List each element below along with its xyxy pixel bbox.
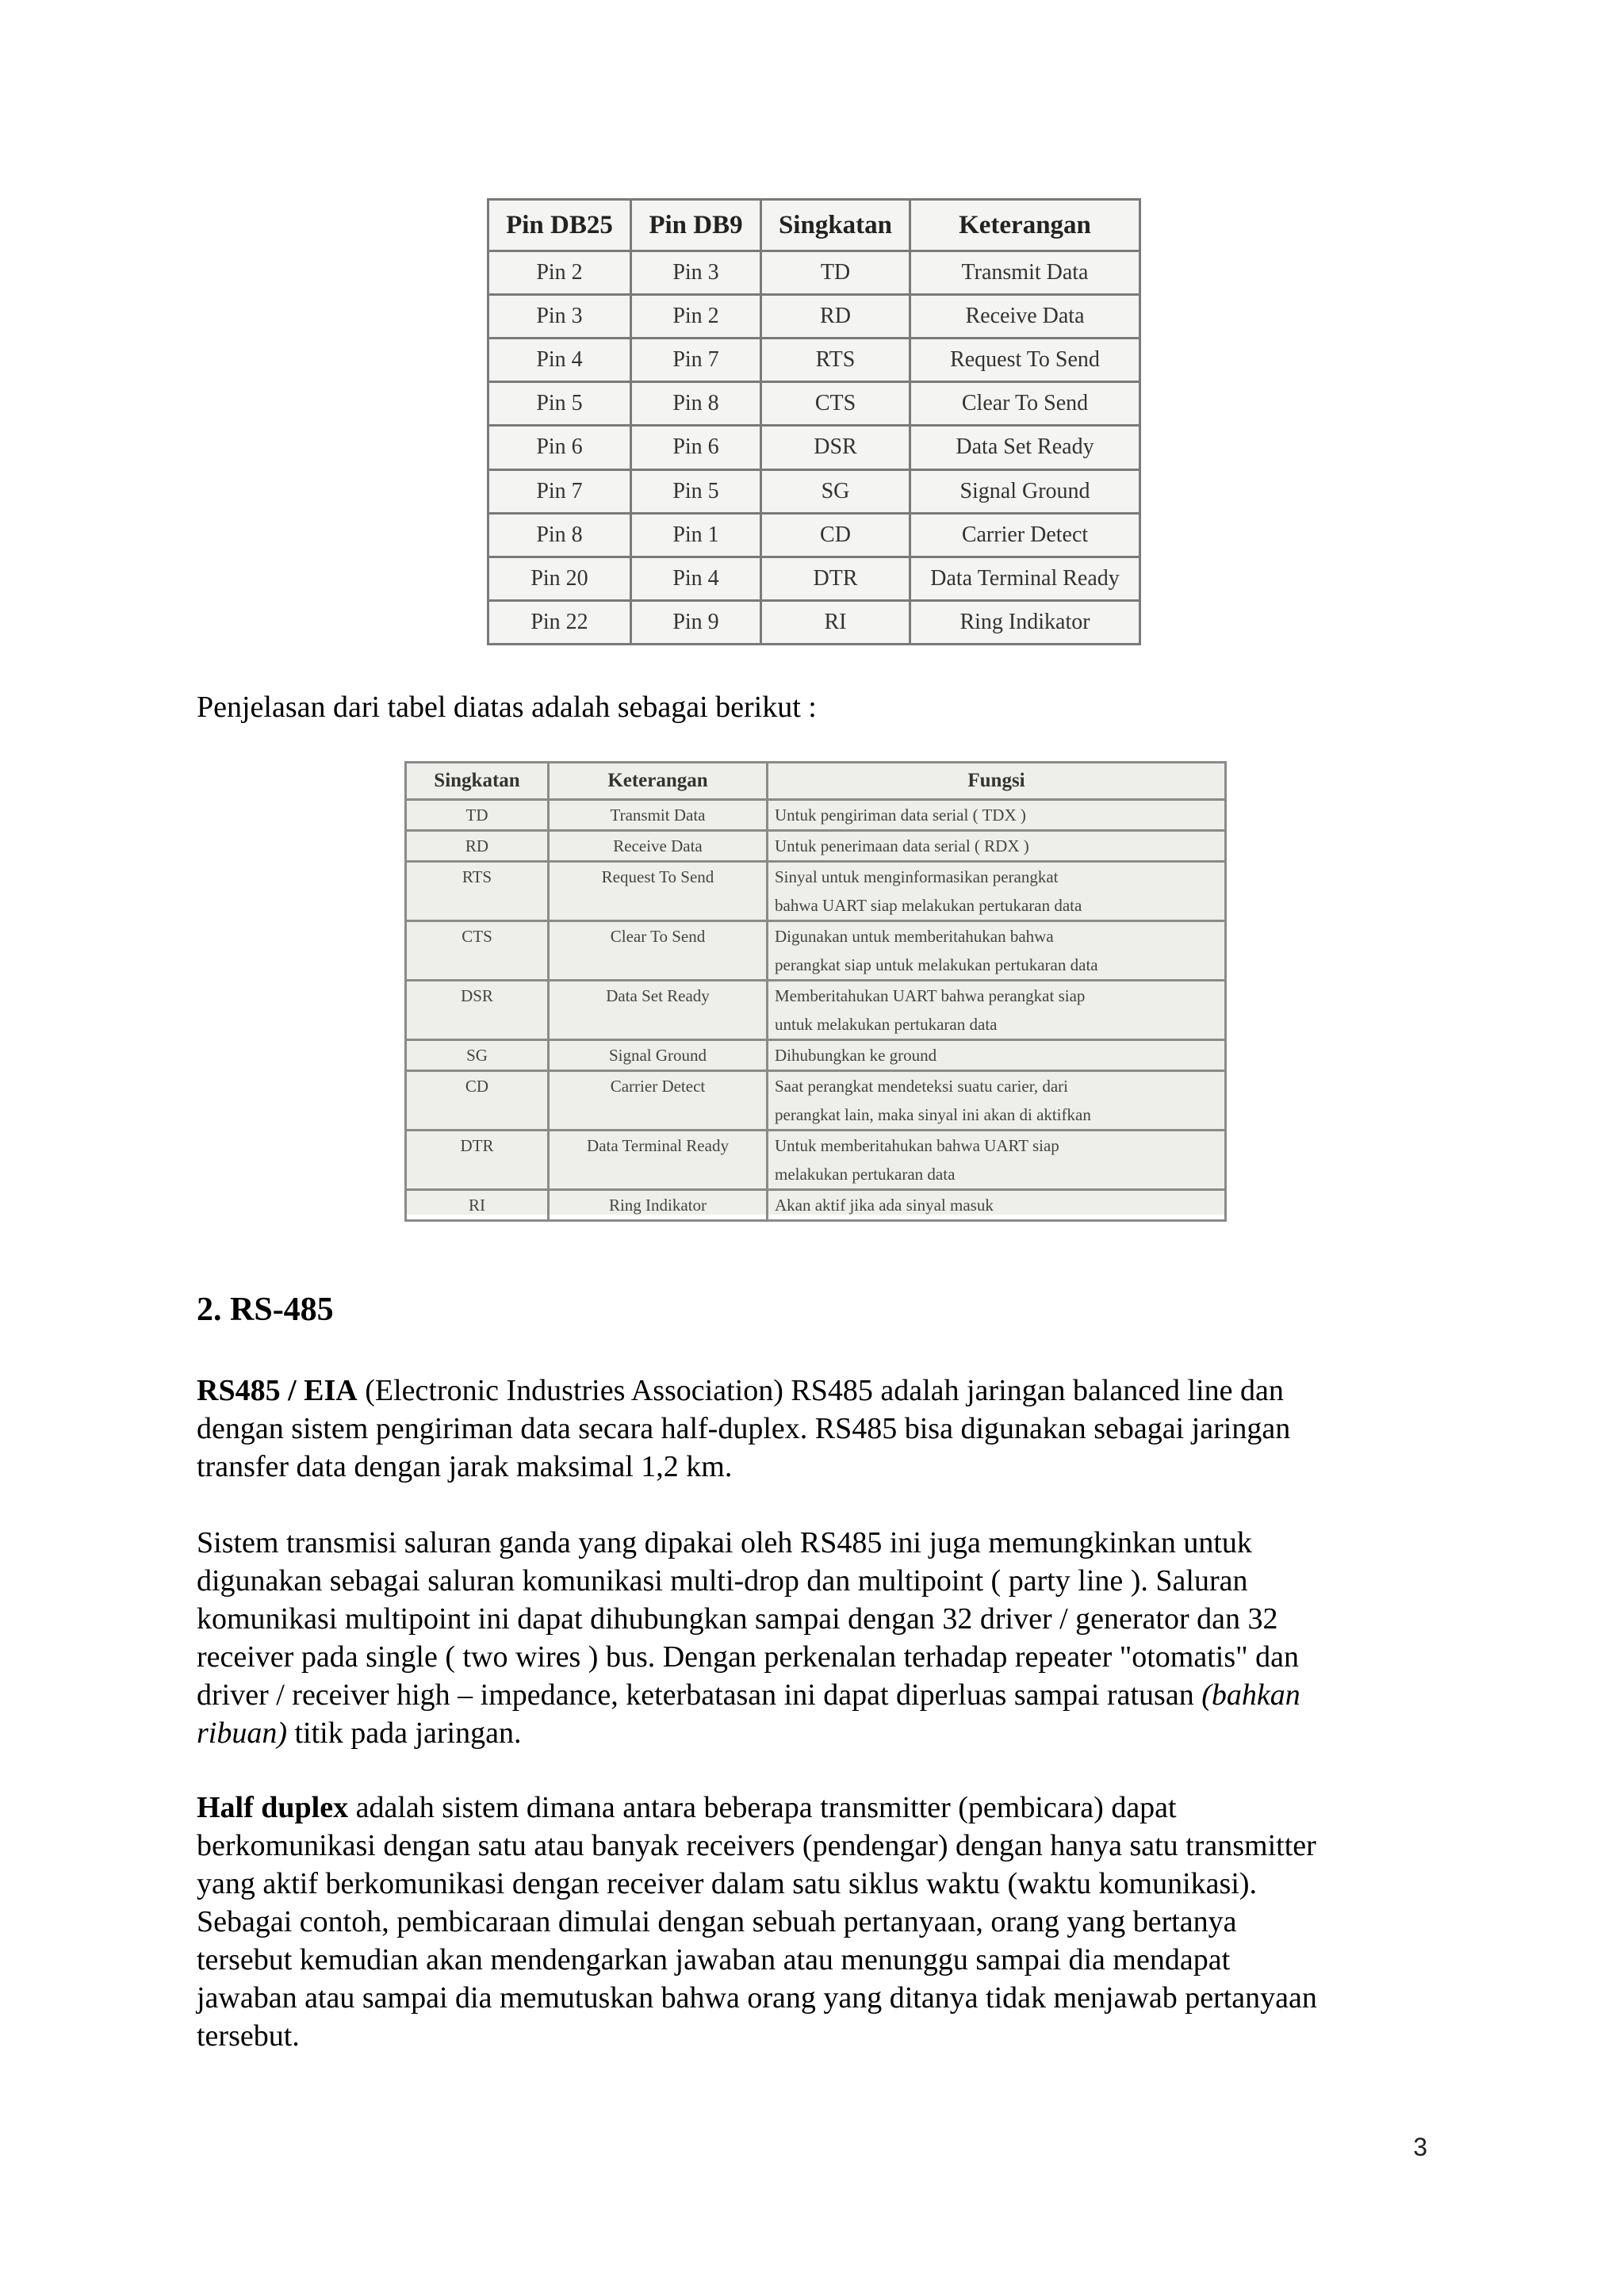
pin-table-header: Pin DB25 <box>488 200 631 251</box>
table-cell: Pin 1 <box>631 513 761 557</box>
bold-term: Half duplex <box>197 1791 349 1824</box>
function-table-header: Fungsi <box>768 763 1226 800</box>
table-cell: Signal Ground <box>910 469 1140 513</box>
table-cell: Signal Ground <box>549 1040 768 1071</box>
paragraph-line <box>197 1714 1434 1752</box>
table-cell: Pin 4 <box>488 339 631 382</box>
table-cell <box>768 1190 1226 1221</box>
paragraph-line: digunakan sebagai saluran komunikasi multi-drop dan multipoint ( party line ). Saluran <box>197 1564 1248 1598</box>
table-cell <box>768 981 1226 1040</box>
italic-run: (bahkan <box>1201 1678 1300 1712</box>
table-cell: Ring Indikator <box>549 1190 768 1221</box>
table-cell: Receive Data <box>910 295 1140 339</box>
table-cell: RD <box>761 295 910 339</box>
table-cell: Data Set Ready <box>549 981 768 1040</box>
table-row <box>406 862 1226 921</box>
table-cell: SG <box>406 1040 549 1071</box>
table-row <box>488 469 1140 513</box>
table-cell: Pin 2 <box>488 251 631 295</box>
table-row <box>488 251 1140 295</box>
table-row <box>406 831 1226 862</box>
function-table-header-row <box>406 763 1226 800</box>
table-cell: CD <box>761 513 910 557</box>
table-cell: TD <box>406 800 549 831</box>
cell-line: Sinyal untuk menginformasikan perangkat <box>775 867 1059 886</box>
paragraph-line: transfer data dengan jarak maksimal 1,2 km. <box>197 1450 733 1483</box>
table-row <box>488 339 1140 382</box>
page-number: 3 <box>1413 2133 1427 2161</box>
table-cell: TD <box>761 251 910 295</box>
table-row <box>488 295 1140 339</box>
paragraph-rs485-intro <box>197 1372 1434 1486</box>
table-cell: Pin 20 <box>488 557 631 600</box>
paragraph-line <box>197 1372 1434 1410</box>
table-cell: RI <box>406 1190 549 1221</box>
pin-table-header: Singkatan <box>761 200 910 251</box>
pin-table-image <box>487 198 1139 645</box>
table-row <box>488 382 1140 426</box>
table-cell: CTS <box>406 921 549 981</box>
table-cell: Pin 2 <box>631 295 761 339</box>
table-cell: Pin 8 <box>631 382 761 426</box>
table-row <box>488 557 1140 600</box>
cell-line: Digunakan untuk memberitahukan bahwa <box>775 927 1054 946</box>
paragraph-line: tersebut kemudian akan mendengarkan jawaban atau menunggu sampai dia mendapat <box>197 1943 1231 1976</box>
italic-run: ribuan) <box>197 1716 287 1750</box>
cell-line: Dihubungkan ke ground <box>775 1046 937 1065</box>
bold-term: RS485 / EIA <box>197 1374 358 1407</box>
text-run: adalah sistem dimana antara beberapa transmitter (pembicara) dapat <box>348 1791 1177 1824</box>
table-cell: Pin 7 <box>488 469 631 513</box>
paragraph-line: jawaban atau sampai dia memutuskan bahwa orang yang ditanya tidak menjawab pertanyaan <box>197 1981 1317 2015</box>
function-table-header: Keterangan <box>549 763 768 800</box>
table-cell: DSR <box>406 981 549 1040</box>
paragraph-line: berkomunikasi dengan satu atau banyak receivers (pendengar) dengan hanya satu transmitter <box>197 1829 1316 1862</box>
table-cell: Clear To Send <box>549 921 768 981</box>
table-row <box>406 800 1226 831</box>
table-row <box>406 1131 1226 1190</box>
paragraph-line: Sebagai contoh, pembicaraan dimulai dengan sebuah pertanyaan, orang yang bertanya <box>197 1905 1237 1938</box>
cell-line: perangkat lain, maka sinyal ini akan di aktifkan <box>775 1105 1091 1124</box>
table-cell: DTR <box>406 1131 549 1190</box>
table-cell: DSR <box>761 426 910 469</box>
table-cell <box>768 1040 1226 1071</box>
paragraph-line <box>197 1676 1434 1714</box>
paragraph-line: Sistem transmisi saluran ganda yang dipakai oleh RS485 ini juga memungkinkan untuk <box>197 1526 1252 1559</box>
table-cell <box>768 1131 1226 1190</box>
table-cell: Receive Data <box>549 831 768 862</box>
text-run: (Electronic Industries Association) RS485 adalah jaringan balanced line dan <box>357 1374 1284 1407</box>
cell-line: melakukan pertukaran data <box>775 1165 956 1184</box>
cell-line: perangkat siap untuk melakukan pertukaran data <box>775 955 1098 974</box>
table-cell: SG <box>761 469 910 513</box>
text-run: driver / receiver high – impedance, keterbatasan ini dapat diperluas sampai ratusan <box>197 1678 1202 1712</box>
cell-line: Untuk memberitahukan bahwa UART siap <box>775 1136 1059 1155</box>
table-row <box>406 1190 1226 1221</box>
table-cell: Pin 8 <box>488 513 631 557</box>
table-cell: Data Terminal Ready <box>549 1131 768 1190</box>
text-run: titik pada jaringan. <box>287 1716 522 1750</box>
table-cell: RD <box>406 831 549 862</box>
pin-table-header: Keterangan <box>910 200 1140 251</box>
paragraph-line: dengan sistem pengiriman data secara half-duplex. RS485 bisa digunakan sebagai jaringan <box>197 1412 1291 1445</box>
table-row <box>488 513 1140 557</box>
table-cell: Pin 3 <box>488 295 631 339</box>
paragraph-multipoint <box>197 1524 1434 1752</box>
table-cell: Pin 6 <box>631 426 761 469</box>
table-row <box>488 600 1140 644</box>
table-cell: Data Terminal Ready <box>910 557 1140 600</box>
section-heading: 2. RS-485 <box>197 1292 334 1328</box>
function-table-header: Singkatan <box>406 763 549 800</box>
table-cell: Clear To Send <box>910 382 1140 426</box>
table-cell: Carrier Detect <box>549 1071 768 1131</box>
table-cell: Pin 7 <box>631 339 761 382</box>
table-cell: Pin 6 <box>488 426 631 469</box>
paragraph-line: komunikasi multipoint ini dapat dihubungkan sampai dengan 32 driver / generator dan 32 <box>197 1602 1278 1636</box>
table-row <box>406 1071 1226 1131</box>
table-cell: CTS <box>761 382 910 426</box>
paragraph-half-duplex <box>197 1789 1434 2055</box>
pin-table-header: Pin DB9 <box>631 200 761 251</box>
cell-line: Untuk penerimaan data serial ( RDX ) <box>775 836 1029 855</box>
table-cell: Pin 5 <box>631 469 761 513</box>
paragraph-line: tersebut. <box>197 2019 300 2053</box>
table-cell: RI <box>761 600 910 644</box>
table-cell <box>768 800 1226 831</box>
intro-text: Penjelasan dari tabel diatas adalah sebagai berikut : <box>197 691 817 724</box>
table-cell: Carrier Detect <box>910 513 1140 557</box>
table-cell: Pin 4 <box>631 557 761 600</box>
table-row <box>488 426 1140 469</box>
paragraph-line <box>197 1789 1434 1827</box>
table-cell <box>768 1071 1226 1131</box>
table-cell: Request To Send <box>549 862 768 921</box>
paragraph-line: receiver pada single ( two wires ) bus. Dengan perkenalan terhadap repeater "otomatis" dan <box>197 1640 1300 1674</box>
table-cell: Ring Indikator <box>910 600 1140 644</box>
table-row <box>406 981 1226 1040</box>
cell-line: Akan aktif jika ada sinyal masuk <box>775 1196 994 1215</box>
table-cell: RTS <box>406 862 549 921</box>
table-cell: Pin 5 <box>488 382 631 426</box>
table-cell <box>768 831 1226 862</box>
cell-line: untuk melakukan pertukaran data <box>775 1015 998 1034</box>
table-cell: Transmit Data <box>549 800 768 831</box>
cell-line: Untuk pengiriman data serial ( TDX ) <box>775 806 1026 825</box>
table-cell: RTS <box>761 339 910 382</box>
table-cell: Transmit Data <box>910 251 1140 295</box>
table-cell: Pin 3 <box>631 251 761 295</box>
function-table <box>404 761 1227 1222</box>
table-row <box>406 1040 1226 1071</box>
table-cell: Data Set Ready <box>910 426 1140 469</box>
table-cell: Pin 22 <box>488 600 631 644</box>
table-cell: CD <box>406 1071 549 1131</box>
pin-table-header-row <box>488 200 1140 251</box>
function-table-image <box>404 761 1224 1215</box>
cell-line: Memberitahukan UART bahwa perangkat siap <box>775 986 1086 1005</box>
table-cell: DTR <box>761 557 910 600</box>
cell-line: bahwa UART siap melakukan pertukaran data <box>775 896 1082 915</box>
pin-table <box>487 198 1141 645</box>
cell-line: Saat perangkat mendeteksi suatu carier, dari <box>775 1077 1069 1096</box>
table-row <box>406 921 1226 981</box>
table-cell <box>768 921 1226 981</box>
table-cell <box>768 862 1226 921</box>
table-cell: Request To Send <box>910 339 1140 382</box>
table-cell: Pin 9 <box>631 600 761 644</box>
paragraph-line: yang aktif berkomunikasi dengan receiver dalam satu siklus waktu (waktu komunikasi). <box>197 1867 1258 1900</box>
